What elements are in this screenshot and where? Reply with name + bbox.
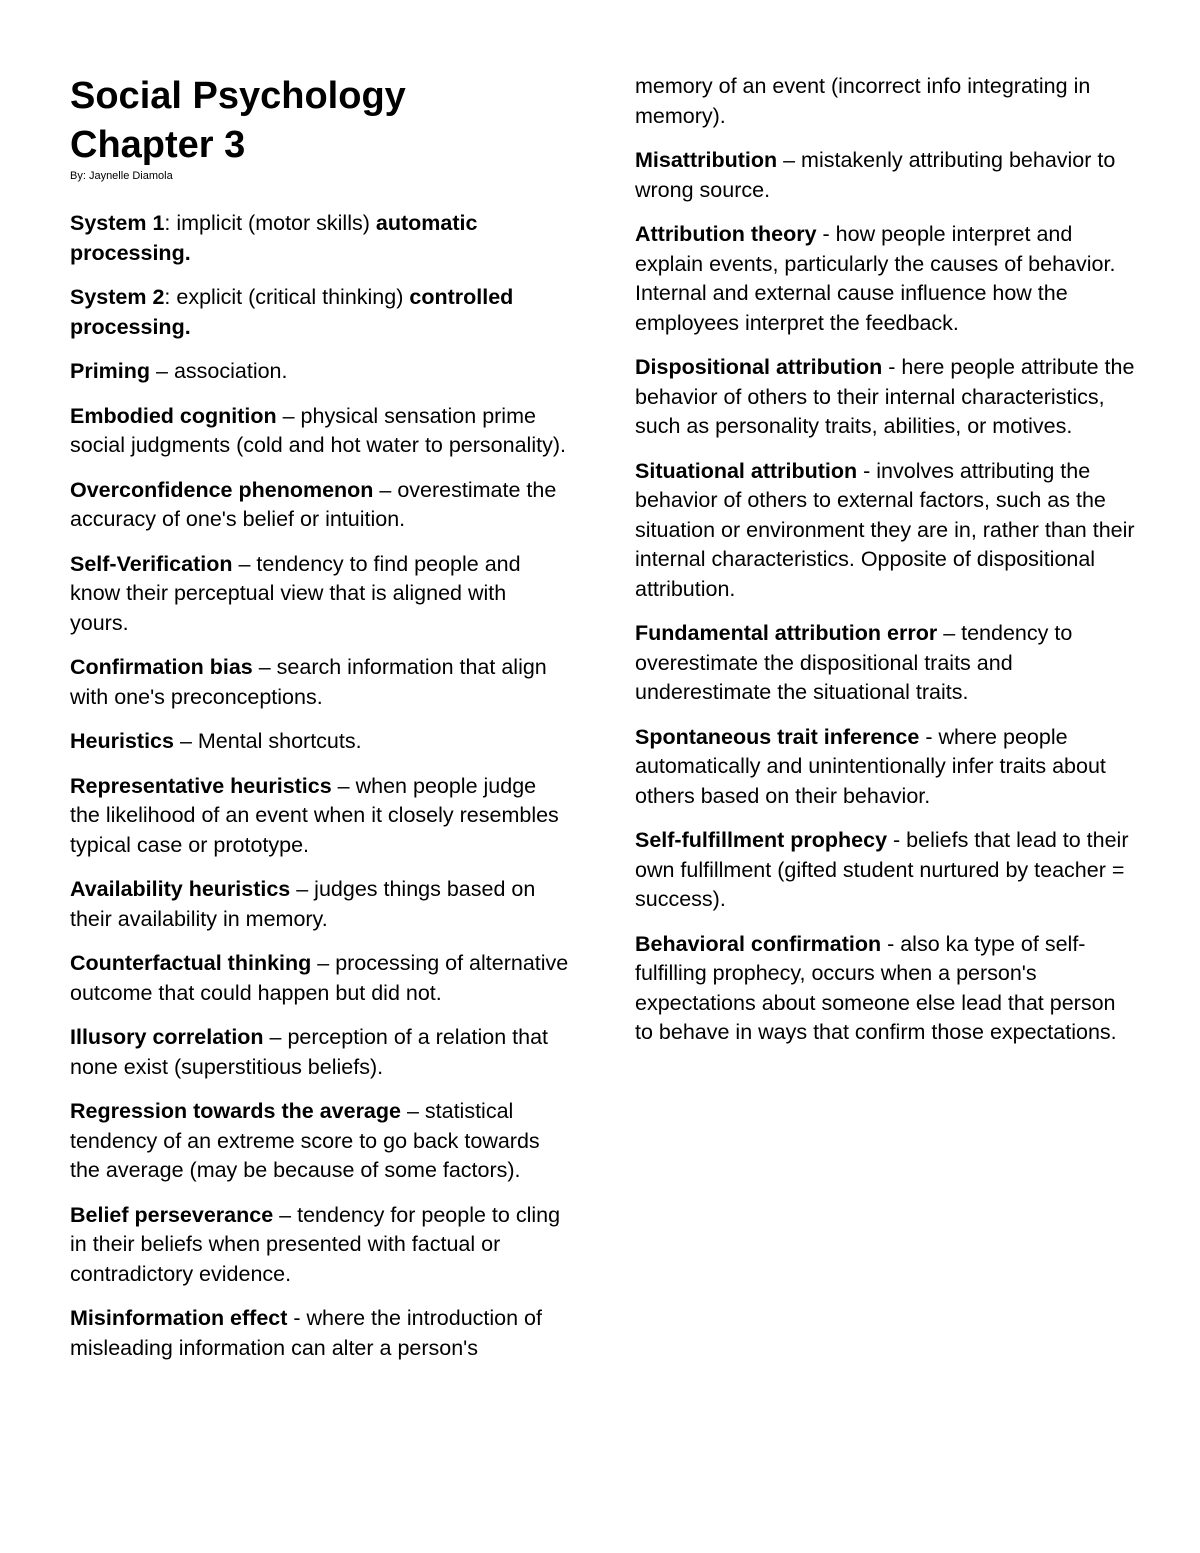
definition-entry — [635, 220, 1135, 338]
definition-entry — [635, 723, 1135, 812]
title-line-1: Social Psychology — [70, 75, 406, 117]
definition-entry — [635, 826, 1135, 915]
definition: implicit (motor skills) — [176, 211, 376, 235]
definition-entry — [635, 930, 1135, 1048]
separator: – — [777, 148, 802, 172]
definition-entry — [70, 550, 570, 639]
definition: also ka type of self-fulfilling prophecy, occurs when a person's expectations about someone else lead that person to behave in ways that confirm those expectations. — [635, 931, 1117, 1044]
term: Fundamental attribution error — [635, 621, 938, 645]
separator: – — [150, 359, 174, 383]
term: Spontaneous trait inference — [635, 724, 920, 749]
definition-entry — [70, 1304, 570, 1363]
left-column — [70, 72, 570, 1378]
right-column — [635, 72, 1135, 1063]
term: Situational attribution — [635, 458, 858, 483]
term: Self-fulfillment prophecy — [635, 828, 888, 852]
definition-entry — [635, 353, 1135, 442]
definition: tendency to find people and know their perceptual view that is aligned with yours. — [70, 551, 521, 635]
definition-entry-continued — [635, 72, 1135, 131]
definition: processing of alternative outcome that could happen but did not. — [70, 951, 569, 1005]
definition-entry — [70, 402, 570, 461]
term: Misattribution — [635, 148, 778, 172]
separator: : — [164, 211, 177, 235]
definition: physical sensation prime social judgments (cold and hot water to personality). — [70, 403, 566, 457]
separator: – — [232, 551, 257, 576]
separator: – — [311, 951, 336, 975]
definition-emphasis: controlled processing. — [70, 285, 514, 339]
definition: overestimate the accuracy of one's belief or intuition. — [70, 477, 557, 531]
separator: – — [273, 1202, 298, 1227]
term: Self-Verification — [70, 551, 233, 576]
separator: – — [173, 729, 198, 753]
definition-entry — [70, 875, 570, 934]
definition-entry — [70, 653, 570, 712]
document-title — [70, 72, 570, 170]
definition: here people attribute the behavior of others to their internal characteristics, such as personality traits, abilities, or motives. — [635, 355, 1135, 438]
definition-entry — [70, 1201, 570, 1290]
term: Overconfidence phenomenon — [70, 477, 374, 502]
separator: - — [887, 828, 907, 852]
definition-entry — [70, 209, 570, 268]
separator: – — [290, 877, 315, 901]
term: Illusory correlation — [70, 1025, 264, 1049]
term: System 2 — [70, 285, 165, 309]
definition-entry — [70, 476, 570, 535]
separator: – — [276, 403, 301, 428]
term: Belief perseverance — [70, 1202, 274, 1227]
definition: memory of an event (incorrect info integrating in memory). — [635, 74, 1091, 128]
definition-emphasis: automatic processing. — [70, 211, 478, 265]
separator: - — [857, 458, 877, 483]
definition: tendency to overestimate the dispositional traits and underestimate the situational traits. — [635, 621, 1073, 704]
definition: beliefs that lead to their own fulfillment (gifted student nurtured by teacher = success). — [635, 828, 1129, 911]
term: System 1 — [70, 211, 165, 235]
term: Counterfactual thinking — [70, 951, 312, 975]
definition: where the introduction of misleading information can alter a person's — [70, 1306, 542, 1360]
separator: : — [164, 285, 177, 309]
separator: – — [263, 1025, 288, 1049]
definition-entry — [70, 727, 570, 757]
definition: mistakenly attributing behavior to wrong source. — [635, 148, 1116, 202]
definition: Mental shortcuts. — [197, 729, 362, 753]
definition-entry — [70, 283, 570, 342]
definition: search information that align with one's preconceptions. — [70, 655, 547, 709]
definition: tendency for people to cling in their beliefs when presented with factual or contradictory evidence. — [70, 1202, 561, 1286]
separator: - — [816, 222, 836, 246]
term: Priming — [70, 359, 151, 383]
definition: how people interpret and explain events, particularly the causes of behavior. Internal and external cause influence how the employees interpret the feedback. — [635, 222, 1116, 335]
term: Embodied cognition — [70, 403, 277, 428]
separator: – — [400, 1099, 425, 1123]
definition-entry — [70, 357, 570, 387]
separator: - — [882, 355, 902, 379]
term: Dispositional attribution — [635, 355, 883, 379]
term: Regression towards the average — [70, 1099, 401, 1123]
author-byline: By: Jaynelle Diamola — [70, 170, 173, 182]
separator: – — [252, 655, 277, 679]
separator: - — [919, 724, 939, 749]
definition-entry — [70, 772, 570, 861]
definition: perception of a relation that none exist (superstitious beliefs). — [70, 1025, 549, 1079]
definition: association. — [173, 359, 288, 383]
definition-entry — [70, 1023, 570, 1082]
term: Availability heuristics — [70, 877, 291, 901]
term: Representative heuristics — [70, 773, 332, 798]
separator: – — [937, 621, 962, 645]
term: Attribution theory — [635, 222, 817, 246]
separator: - — [287, 1306, 307, 1330]
term: Behavioral confirmation — [635, 931, 882, 956]
definition: when people judge the likelihood of an event when it closely resembles typical case or prototype. — [70, 773, 559, 857]
definition: where people automatically and unintentionally infer traits about others based on their behavior. — [635, 724, 1106, 808]
definition-entry — [70, 1097, 570, 1186]
definition: statistical tendency of an extreme score to go back towards the average (may be because of some factors). — [70, 1099, 540, 1182]
definition: involves attributing the behavior of others to external factors, such as the situation or environment they are in, rather than their internal characteristics. Opposite of dispositional attribution. — [635, 458, 1135, 601]
definition-entry — [70, 949, 570, 1008]
term: Misinformation effect — [70, 1306, 288, 1330]
term: Heuristics — [70, 729, 174, 753]
title-line-2: Chapter 3 — [70, 124, 246, 166]
separator: – — [373, 477, 398, 502]
definition: explicit (critical thinking) — [176, 285, 410, 309]
separator: – — [331, 773, 356, 798]
term: Confirmation bias — [70, 655, 253, 679]
definition-entry — [635, 619, 1135, 708]
separator: - — [881, 931, 901, 956]
definition-entry — [635, 146, 1135, 205]
definition-entry — [635, 457, 1135, 605]
definition: judges things based on their availability in memory. — [70, 877, 536, 931]
